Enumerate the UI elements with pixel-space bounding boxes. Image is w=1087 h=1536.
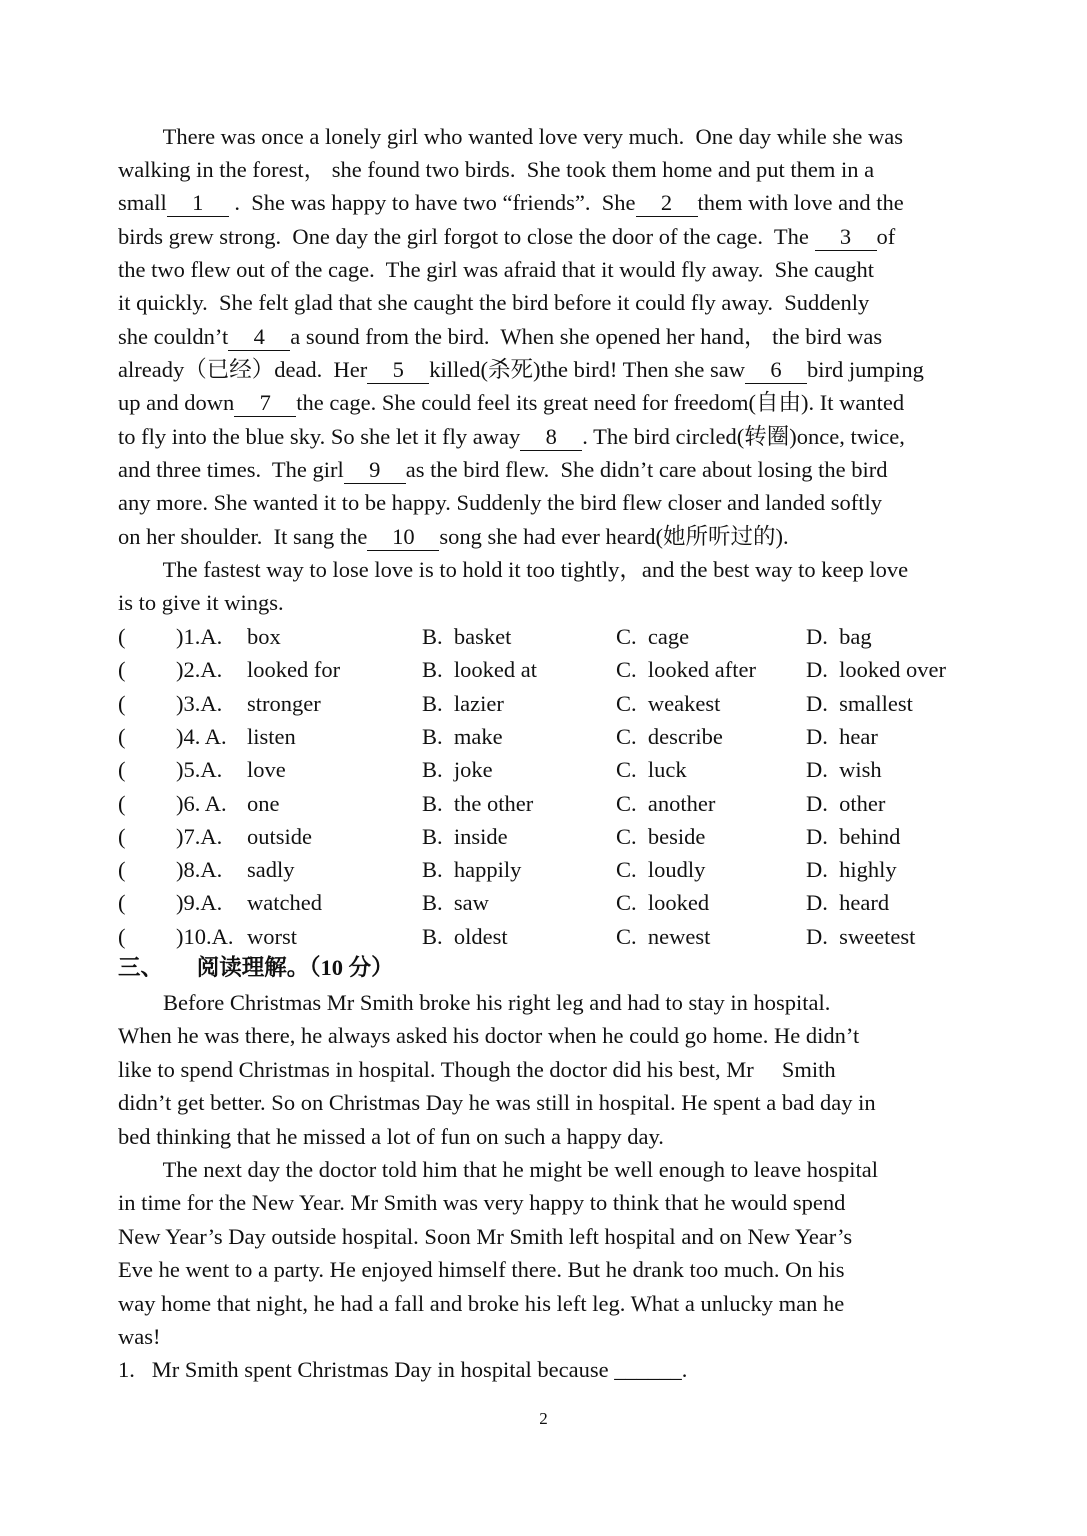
page-number: 2 xyxy=(539,1409,548,1428)
passage-line: in time for the New Year. Mr Smith was very happy to think that he would spend xyxy=(118,1190,846,1216)
answer-blank[interactable]: 6 xyxy=(745,357,807,384)
option-d: D. wish xyxy=(806,757,882,783)
passage-line xyxy=(118,555,908,585)
option-b: B. lazier xyxy=(422,690,504,716)
option-a: looked for xyxy=(247,657,341,683)
question-number: )8.A. xyxy=(176,857,223,883)
option-a: love xyxy=(247,757,286,783)
answer-bracket[interactable]: ( xyxy=(118,823,126,849)
passage-text: killed(杀死)the bird! Then she saw xyxy=(429,357,746,382)
question-number: )4. A. xyxy=(176,723,227,749)
passage-text: birds grew strong. One day the girl forgot to close the door of the cage. The xyxy=(118,224,815,249)
option-b: B. happily xyxy=(422,857,522,883)
answer-blank[interactable]: 10 xyxy=(367,524,439,551)
passage-line: was! xyxy=(118,1324,161,1349)
passage-text: as the bird flew. She didn’t care about losing the bird xyxy=(405,457,888,482)
option-a: worst xyxy=(247,923,297,949)
option-b: B. joke xyxy=(422,757,493,783)
passage-text: . She was happy to have two “friends”. She xyxy=(228,190,636,215)
option-d: D. heard xyxy=(806,890,890,916)
passage-line: like to spend Christmas in hospital. Though the doctor did his best, Mr Smith xyxy=(118,1056,836,1082)
question-number: )3.A. xyxy=(176,690,223,716)
passage-line xyxy=(118,388,904,418)
passage-line xyxy=(118,422,905,452)
answer-blank[interactable]: 9 xyxy=(344,457,406,484)
passage-text: . The bird circled(转圈)once, twice, xyxy=(582,424,905,449)
passage-text: any more. She wanted it to be happy. Suddenly the bird flew closer and landed softly xyxy=(118,490,882,515)
answer-bracket[interactable]: ( xyxy=(118,757,126,783)
answer-blank[interactable]: 4 xyxy=(228,324,290,351)
passage-line xyxy=(118,355,924,385)
option-c: C. cage xyxy=(616,624,690,649)
option-d: D. highly xyxy=(806,857,897,883)
passage-line xyxy=(118,188,904,218)
option-a: watched xyxy=(247,890,322,916)
passage-line xyxy=(118,522,789,552)
option-c: C. looked after xyxy=(616,657,756,683)
passage-text: them with love and the xyxy=(697,190,904,215)
option-b: B. oldest xyxy=(422,923,508,949)
option-c: C. luck xyxy=(616,757,687,783)
option-d: D. sweetest xyxy=(806,923,916,949)
option-c: C. beside xyxy=(616,823,706,849)
passage-line xyxy=(118,155,874,185)
option-d: D. smallest xyxy=(806,690,913,716)
option-b: B. basket xyxy=(422,624,512,649)
question-number: )5.A. xyxy=(176,757,223,783)
passage-text: song she had ever heard(她所听过的). xyxy=(439,524,789,549)
option-b: B. saw xyxy=(422,890,489,916)
passage-text: up and down xyxy=(118,390,235,415)
option-c: C. loudly xyxy=(616,857,706,883)
option-a: sadly xyxy=(247,857,295,883)
passage-line: Eve he went to a party. He enjoyed himself there. But he drank too much. On his xyxy=(118,1257,845,1283)
passage-text: it quickly. She felt glad that she caught the bird before it could fly away. Suddenly xyxy=(118,290,870,315)
option-c: C. another xyxy=(616,790,716,816)
option-c: C. describe xyxy=(616,723,723,749)
passage-line: way home that night, he had a fall and broke his left leg. What a unlucky man he xyxy=(118,1290,845,1316)
question-number: )2.A. xyxy=(176,657,223,683)
question-number: )6. A. xyxy=(176,790,227,816)
passage-line: The next day the doctor told him that he might be well enough to leave hospital xyxy=(118,1157,879,1182)
passage-text: already（已经）dead. Her xyxy=(118,357,368,382)
question-number: )7.A. xyxy=(176,823,223,849)
passage-text: bird jumping xyxy=(807,357,924,382)
passage-text: to fly into the blue sky. So she let it fly away xyxy=(118,424,521,449)
passage-text: The fastest way to lose love is to hold it too tightly，and the best way to keep love xyxy=(118,557,909,582)
passage-line xyxy=(118,322,882,352)
option-c: C. newest xyxy=(616,923,711,949)
option-d: D. looked over xyxy=(806,657,946,683)
answer-blank[interactable]: 1 xyxy=(167,190,229,217)
passage-text: she couldn’t xyxy=(118,324,229,349)
passage-line xyxy=(118,488,882,518)
passage-line xyxy=(118,455,888,485)
option-b: B. the other xyxy=(422,790,534,816)
option-b: B. inside xyxy=(422,823,508,849)
answer-bracket[interactable]: ( xyxy=(118,690,126,716)
passage-line xyxy=(118,588,284,618)
passage-line xyxy=(118,222,895,252)
answer-bracket[interactable]: ( xyxy=(118,923,126,949)
passage-text: There was once a lonely girl who wanted love very much. One day while she was xyxy=(118,124,903,149)
answer-bracket[interactable]: ( xyxy=(118,624,126,649)
passage-line: Before Christmas Mr Smith broke his right leg and had to stay in hospital. xyxy=(118,990,831,1015)
passage-line: When he was there, he always asked his doctor when he could go home. He didn’t xyxy=(118,1023,860,1049)
passage-text: a sound from the bird. When she opened her hand， the bird was xyxy=(290,324,883,349)
passage-text: small xyxy=(118,190,167,215)
passage-text: the two flew out of the cage. The girl was afraid that it would fly away. She caught xyxy=(118,257,875,282)
answer-bracket[interactable]: ( xyxy=(118,857,126,883)
passage-line: New Year’s Day outside hospital. Soon Mr Smith left hospital and on New Year’s xyxy=(118,1223,853,1249)
question-number: )9.A. xyxy=(176,890,223,916)
passage-line xyxy=(118,122,903,152)
option-d: D. hear xyxy=(806,723,878,749)
option-a: outside xyxy=(247,823,312,849)
question-number: )1.A. xyxy=(176,624,223,649)
option-a: one xyxy=(247,790,280,816)
passage-line: didn’t get better. So on Christmas Day he was still in hospital. He spent a bad day in xyxy=(118,1090,876,1116)
option-d: D. behind xyxy=(806,823,901,849)
option-c: C. looked xyxy=(616,890,710,916)
option-a: box xyxy=(247,624,281,649)
passage-line xyxy=(118,288,869,318)
answer-bracket[interactable]: ( xyxy=(118,890,126,916)
answer-bracket[interactable]: ( xyxy=(118,723,126,749)
reading-question: 1. Mr Smith spent Christmas Day in hospital because ______. xyxy=(118,1357,688,1383)
answer-blank[interactable]: 7 xyxy=(234,390,296,417)
option-d: D. other xyxy=(806,790,886,816)
passage-text: of xyxy=(876,224,896,249)
passage-line xyxy=(118,255,874,285)
option-a: stronger xyxy=(247,690,321,716)
answer-blank[interactable]: 2 xyxy=(636,190,698,217)
answer-bracket[interactable]: ( xyxy=(118,657,126,683)
passage-line: bed thinking that he missed a lot of fun on such a happy day. xyxy=(118,1123,664,1149)
passage-text: the cage. She could feel its great need for freedom(自由). It wanted xyxy=(296,390,905,415)
passage-text: and three times. The girl xyxy=(118,457,344,482)
answer-blank[interactable]: 5 xyxy=(367,357,429,384)
option-d: D. bag xyxy=(806,624,872,649)
answer-blank[interactable]: 8 xyxy=(520,424,582,451)
option-c: C. weakest xyxy=(616,690,721,716)
option-a: listen xyxy=(247,723,296,749)
passage-text: walking in the forest， she found two birds. She took them home and put them in a xyxy=(118,157,875,182)
answer-blank[interactable]: 3 xyxy=(815,224,877,251)
option-b: B. make xyxy=(422,723,503,749)
section-heading: 三、 阅读理解。（10 分） xyxy=(118,955,394,980)
passage-text: is to give it wings. xyxy=(118,590,284,615)
answer-bracket[interactable]: ( xyxy=(118,790,126,816)
question-number: )10.A. xyxy=(176,923,234,949)
passage-text: on her shoulder. It sang the xyxy=(118,524,368,549)
option-b: B. looked at xyxy=(422,657,537,683)
